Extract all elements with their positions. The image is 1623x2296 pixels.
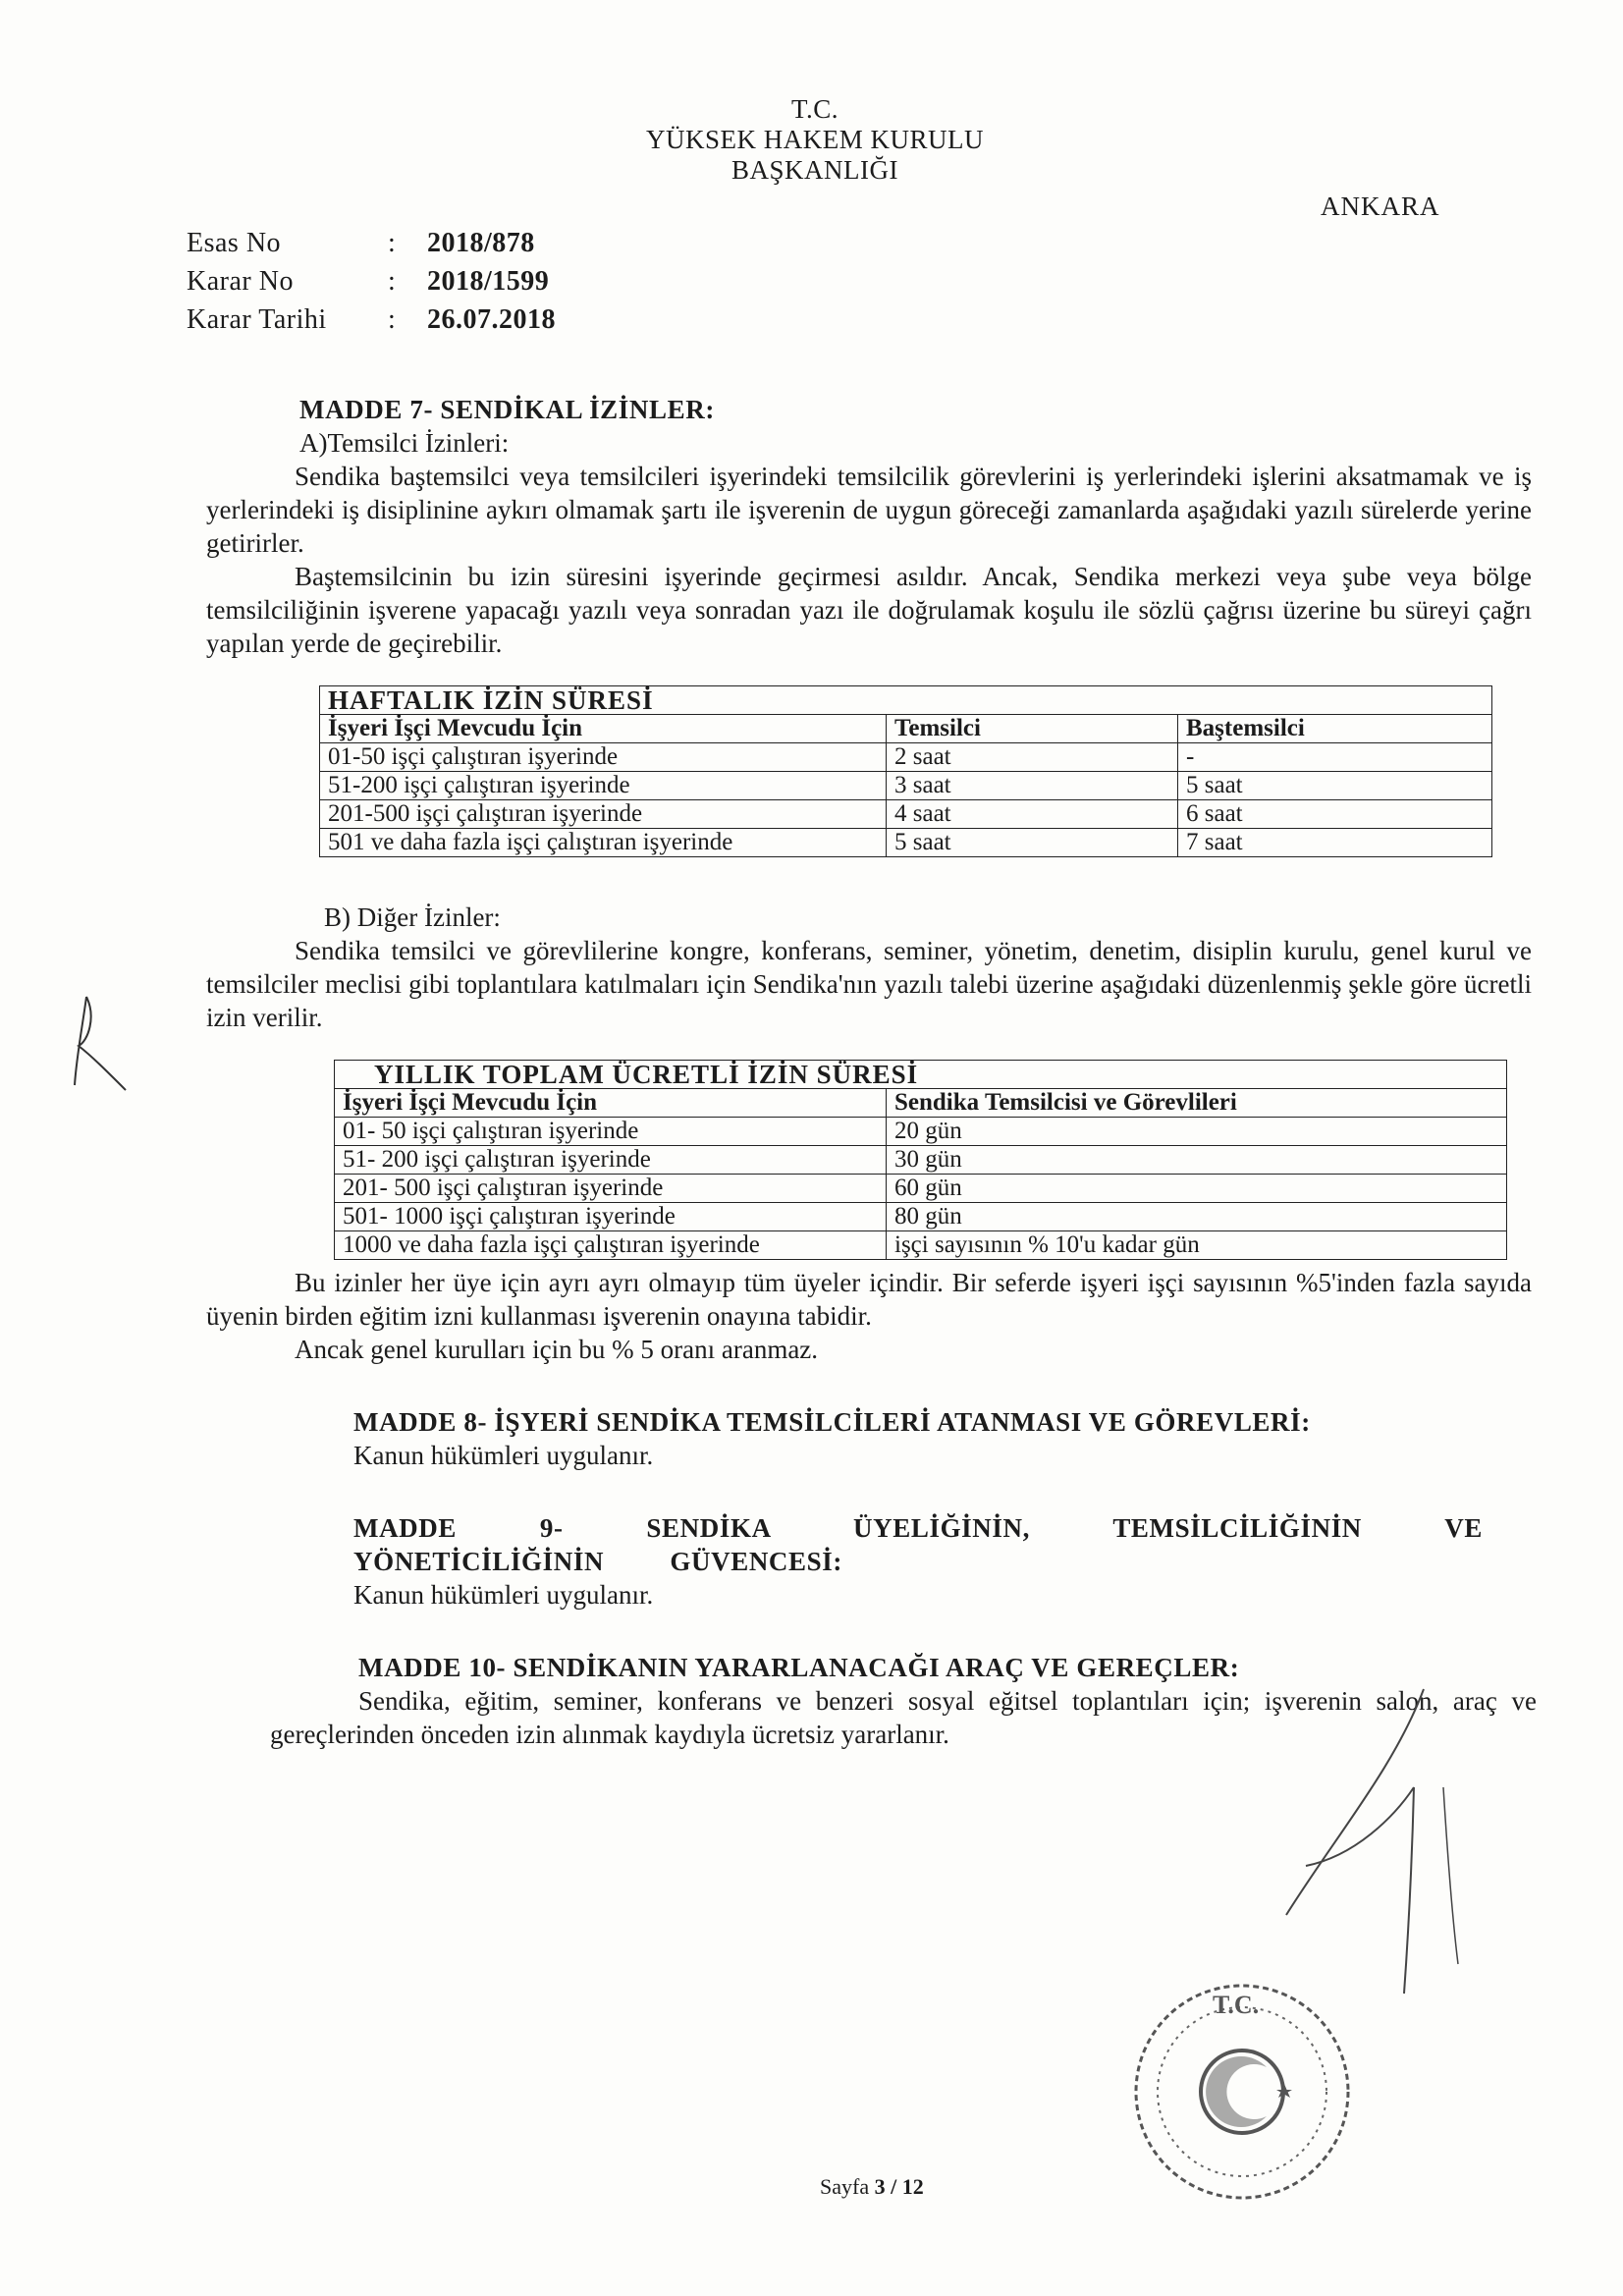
meta-row-tarih <box>187 301 556 339</box>
article-10-title: MADDE 10- SENDİKANIN YARARLANACAĞI ARAÇ VE GEREÇLER: <box>358 1653 1240 1682</box>
institution-header <box>589 94 1041 186</box>
header-line-presidency: BAŞKANLIĞI <box>731 155 898 185</box>
header-line-tc: T.C. <box>791 94 839 124</box>
article-8-text: Kanun hükümleri uygulanır. <box>353 1441 654 1470</box>
article-8-title: MADDE 8- İŞYERİ SENDİKA TEMSİLCİLERİ ATANMASI VE GÖREVLERİ: <box>353 1407 1311 1437</box>
column-header: Sendika Temsilcisi ve Görevlileri <box>887 1089 1507 1118</box>
table-title-row <box>320 686 1492 715</box>
meta-row-karar <box>187 262 556 301</box>
section-a-heading: A)Temsilci İzinleri: <box>299 428 510 458</box>
table-cell: 201-500 işçi çalıştıran işyerinde <box>320 800 887 829</box>
page-label: Sayfa <box>820 2174 870 2199</box>
annual-leave-table <box>334 1060 1507 1260</box>
header-line-institution: YÜKSEK HAKEM KURULU <box>646 125 984 154</box>
table-header-row <box>335 1089 1507 1118</box>
table-cell: - <box>1178 743 1492 772</box>
meta-label: Karar No <box>187 266 294 297</box>
meta-separator: : <box>388 228 396 258</box>
table-cell: 01-50 işçi çalıştıran işyerinde <box>320 743 887 772</box>
meta-label: Esas No <box>187 228 282 258</box>
table-cell: 1000 ve daha fazla işçi çalıştıran işyerinde <box>335 1231 887 1260</box>
meta-value: 2018/878 <box>427 228 535 258</box>
article-7-paragraph-3: Sendika temsilci ve görevlilerine kongre, konferans, seminer, yönetim, denetim, disiplin kurulu, genel kurul ve temsilciler meclisi gibi toplantılara katılmaları için Sendika'nın yazılı talebi üzerine aşağıdaki düzenlenmiş şekle göre ücretli izin verilir. <box>206 936 1532 1032</box>
annual-leave-table-title: YILLIK TOPLAM ÜCRETLİ İZİN SÜRESİ <box>335 1061 1507 1089</box>
column-header: Temsilci <box>887 715 1178 743</box>
table-row <box>335 1146 1507 1175</box>
svg-text:T.C.: T.C. <box>1213 1991 1260 2019</box>
table-row <box>335 1231 1507 1260</box>
table-cell: 5 saat <box>887 829 1178 857</box>
table-row <box>335 1203 1507 1231</box>
table-cell: 51-200 işçi çalıştıran işyerinde <box>320 772 887 800</box>
table-row <box>335 1175 1507 1203</box>
article-7-paragraph-4: Bu izinler her üye için ayrı ayrı olmayıp tüm üyeler içindir. Bir seferde işyeri işçi sayısının %5'inden fazla sayıda üyenin birden eğitim izni kullanması işverenin onayına tabidir. <box>206 1268 1532 1331</box>
column-header: Baştemsilci <box>1178 715 1492 743</box>
article-7-paragraph-2: Baştemsilcinin bu izin süresini işyerinde geçirmesi asıldır. Ancak, Sendika merkezi veya şube veya bölge temsilciliğinin işverene yapacağı yazılı veya sonradan yazı ile doğrulamak koşulu ile sözlü çağrısı üzerine bu süreyi çağrı yapılan yerde de geçirebilir. <box>206 562 1532 658</box>
table-cell: 5 saat <box>1178 772 1492 800</box>
table-cell: 201- 500 işçi çalıştıran işyerinde <box>335 1175 887 1203</box>
meta-label: Karar Tarihi <box>187 304 327 335</box>
table-row <box>320 800 1492 829</box>
table-cell: 30 gün <box>887 1146 1507 1175</box>
table-cell: 7 saat <box>1178 829 1492 857</box>
table-row <box>320 772 1492 800</box>
weekly-leave-table-title: HAFTALIK İZİN SÜRESİ <box>320 686 1492 715</box>
meta-value: 2018/1599 <box>427 266 550 297</box>
article-7-paragraph-1: Sendika baştemsilci veya temsilcileri işyerindeki temsilcilik görevlerini iş yerlerindeki işlerini aksatmamak ve iş yerlerindeki iş disiplinine aykırı olmamak şartı ile işverenin de uygun göreceği zamanlarda aşağıdaki yazılı sürelerde yerine getirirler. <box>206 462 1532 558</box>
table-cell: 80 gün <box>887 1203 1507 1231</box>
document-body <box>206 393 1537 1751</box>
table-cell: 501 ve daha fazla işçi çalıştıran işyerinde <box>320 829 887 857</box>
column-header: İşyeri İşçi Mevcudu İçin <box>320 715 887 743</box>
table-cell: 6 saat <box>1178 800 1492 829</box>
meta-value: 26.07.2018 <box>427 304 556 335</box>
table-cell: 2 saat <box>887 743 1178 772</box>
article-9-text: Kanun hükümleri uygulanır. <box>353 1580 654 1610</box>
meta-row-esas <box>187 224 556 262</box>
table-cell: 3 saat <box>887 772 1178 800</box>
decision-meta <box>187 224 556 339</box>
column-header: İşyeri İşçi Mevcudu İçin <box>335 1089 887 1118</box>
table-cell: işçi sayısının % 10'u kadar gün <box>887 1231 1507 1260</box>
table-row <box>320 829 1492 857</box>
table-cell: 60 gün <box>887 1175 1507 1203</box>
meta-separator: : <box>388 266 396 297</box>
table-row <box>335 1118 1507 1146</box>
official-seal-stamp <box>1119 1974 1365 2210</box>
table-cell: 4 saat <box>887 800 1178 829</box>
table-cell: 01- 50 işçi çalıştıran işyerinde <box>335 1118 887 1146</box>
section-b-heading: B) Diğer İzinler: <box>324 902 501 932</box>
table-cell: 20 gün <box>887 1118 1507 1146</box>
weekly-leave-table <box>319 685 1492 857</box>
handwritten-signature <box>1247 1669 1483 2003</box>
handwritten-initial-mark <box>57 987 135 1095</box>
meta-separator: : <box>388 304 396 335</box>
table-cell: 501- 1000 işçi çalıştıran işyerinde <box>335 1203 887 1231</box>
page-footer <box>820 2174 924 2200</box>
article-10-text: Sendika, eğitim, seminer, konferans ve benzeri sosyal eğitsel toplantıları için; işverenin salon, araç ve gereçlerinden önceden izin alınmak kaydıyla ücretsiz yararlanır. <box>270 1686 1537 1749</box>
city-label: ANKARA <box>1321 191 1440 221</box>
table-header-row <box>320 715 1492 743</box>
table-row <box>320 743 1492 772</box>
table-cell: 51- 200 işçi çalıştıran işyerinde <box>335 1146 887 1175</box>
article-9-title: MADDE 9- SENDİKA ÜYELİĞİNİN, TEMSİLCİLİĞİNİN VE YÖNETİCİLİĞİNİN GÜVENCESİ: <box>353 1513 1483 1576</box>
article-7-paragraph-5: Ancak genel kurulları için bu % 5 oranı aranmaz. <box>295 1335 819 1364</box>
article-7-title: MADDE 7- SENDİKAL İZİNLER: <box>299 395 715 424</box>
page-number: 3 / 12 <box>874 2174 924 2199</box>
table-title-row <box>335 1061 1507 1089</box>
